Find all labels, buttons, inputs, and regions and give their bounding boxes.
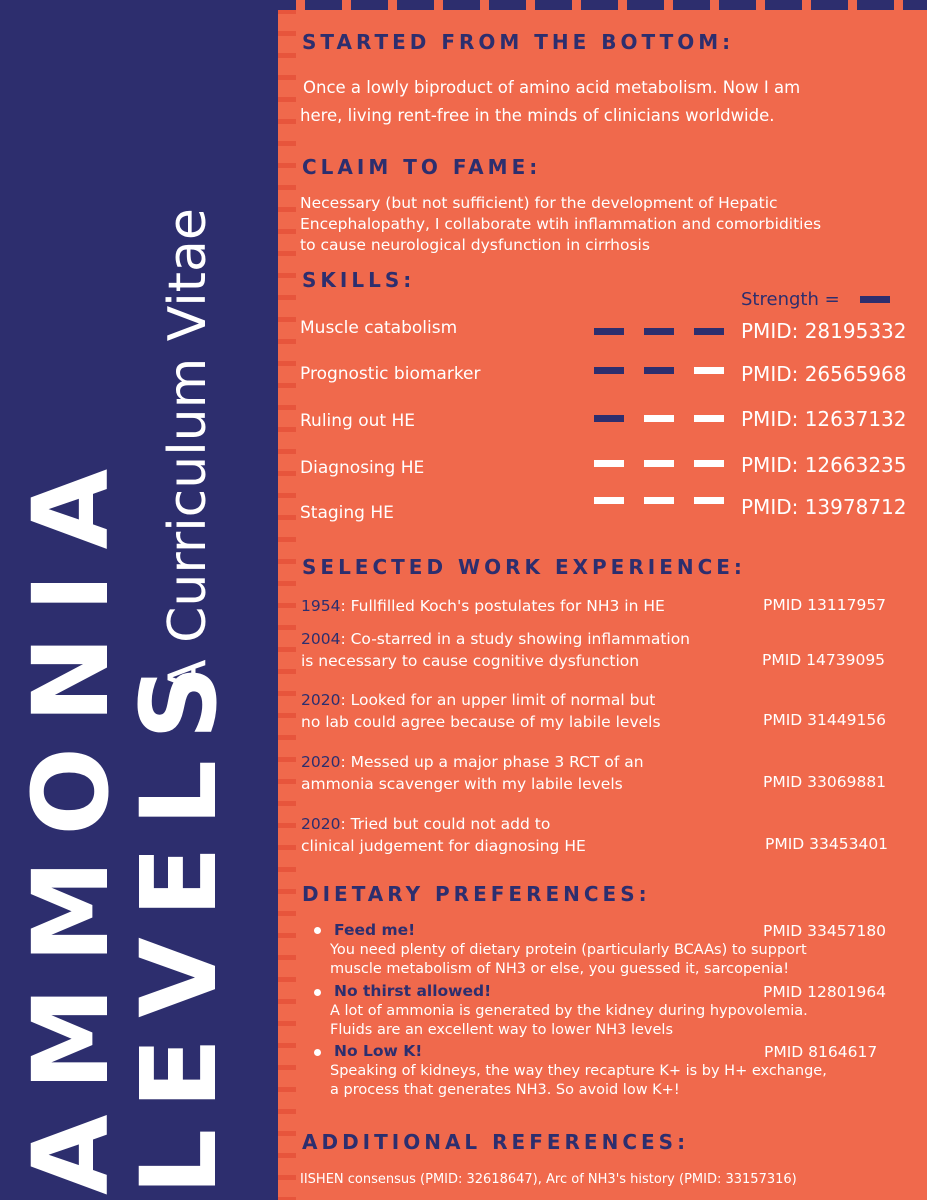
title-ammonia: AMMONIA bbox=[10, 444, 132, 1195]
work-year: 1954 bbox=[301, 597, 341, 615]
diet-text: Speaking of kidneys, the way they recapture K+ is by H+ exchange, bbox=[330, 1063, 827, 1079]
title-subtitle: A Curriculum Vitae bbox=[158, 208, 218, 695]
strength-dash-filled bbox=[694, 328, 724, 335]
work-text: : Fullfilled Koch's postulates for NH3 in HE bbox=[340, 597, 665, 615]
diet-title: Feed me! bbox=[334, 921, 416, 939]
work-text: no lab could agree because of my labile levels bbox=[301, 713, 661, 731]
work-text: is necessary to cause cognitive dysfunction bbox=[301, 652, 640, 670]
work-pmid: PMID 13117957 bbox=[763, 596, 887, 614]
vertical-title bbox=[0, 0, 270, 1200]
skill-pmid: PMID: 12663235 bbox=[741, 453, 907, 477]
strength-dash-empty bbox=[644, 415, 674, 422]
diet-text: Fluids are an excellent way to lower NH3 levels bbox=[330, 1022, 674, 1038]
skill-pmid: PMID: 12637132 bbox=[741, 407, 907, 431]
heading-refs: ADDITIONAL REFERENCES: bbox=[302, 1130, 690, 1154]
work-pmid: PMID 33453401 bbox=[765, 835, 889, 853]
work-text: : Looked for an upper limit of normal but bbox=[340, 691, 656, 709]
skill-name: Staging HE bbox=[300, 503, 394, 523]
strength-dash-empty bbox=[594, 460, 624, 467]
skill-pmid: PMID: 26565968 bbox=[741, 362, 907, 386]
work-item bbox=[301, 689, 661, 733]
claim-line-1: Necessary (but not sufficient) for the development of Hepatic bbox=[300, 194, 778, 212]
diet-body bbox=[330, 1062, 827, 1100]
strength-dash-filled bbox=[644, 367, 674, 374]
skill-strength bbox=[594, 497, 724, 504]
diet-text: A lot of ammonia is generated by the kidney during hypovolemia. bbox=[330, 1003, 808, 1019]
strength-dash-empty bbox=[644, 497, 674, 504]
work-pmid: PMID 31449156 bbox=[763, 711, 887, 729]
work-pmid: PMID 14739095 bbox=[762, 651, 886, 669]
skill-strength bbox=[594, 367, 724, 374]
bullet-icon bbox=[314, 1049, 321, 1056]
strength-dash-empty bbox=[694, 497, 724, 504]
skill-pmid: PMID: 28195332 bbox=[741, 319, 907, 343]
intro-line-2: here, living rent-free in the minds of clinicians worldwide. bbox=[300, 106, 775, 125]
panel-torn-edge bbox=[278, 0, 927, 10]
work-text: ammonia scavenger with my labile levels bbox=[301, 775, 623, 793]
diet-title: No thirst allowed! bbox=[334, 982, 492, 1000]
work-year: 2004 bbox=[301, 630, 341, 648]
title-levels: LEVELS bbox=[118, 644, 240, 1195]
skill-strength bbox=[594, 415, 724, 422]
skill-name: Diagnosing HE bbox=[300, 458, 425, 478]
diet-body bbox=[330, 941, 807, 979]
work-text: : Messed up a major phase 3 RCT of an bbox=[340, 753, 644, 771]
skill-strength bbox=[594, 460, 724, 467]
claim-line-3: to cause neurological dysfunction in cirrhosis bbox=[300, 236, 650, 254]
strength-dash-empty bbox=[694, 460, 724, 467]
diet-text: muscle metabolism of NH3 or else, you guessed it, sarcopenia! bbox=[330, 961, 790, 977]
strength-legend-dash bbox=[860, 296, 890, 303]
diet-title: No Low K! bbox=[334, 1042, 423, 1060]
vertical-title-rotated bbox=[0, 0, 270, 1200]
skill-name: Muscle catabolism bbox=[300, 318, 458, 338]
work-item bbox=[301, 628, 690, 672]
heading-diet: DIETARY PREFERENCES: bbox=[302, 882, 651, 906]
work-pmid: PMID 33069881 bbox=[763, 773, 887, 791]
skill-name: Ruling out HE bbox=[300, 411, 416, 431]
skill-name: Prognostic biomarker bbox=[300, 364, 481, 384]
work-item bbox=[301, 595, 665, 617]
skill-strength bbox=[594, 328, 724, 335]
bullet-icon bbox=[314, 927, 321, 934]
strength-dash-filled bbox=[644, 328, 674, 335]
work-item bbox=[301, 813, 586, 857]
strength-dash-filled bbox=[594, 367, 624, 374]
work-text: : Co-starred in a study showing inflammation bbox=[340, 630, 691, 648]
references-text: IISHEN consensus (PMID: 32618647), Arc of NH3's history (PMID: 33157316) bbox=[300, 1172, 797, 1187]
diet-pmid: PMID 12801964 bbox=[763, 983, 887, 1001]
bullet-icon bbox=[314, 989, 321, 996]
diet-text: a process that generates NH3. So avoid low K+! bbox=[330, 1082, 680, 1098]
heading-started: STARTED FROM THE BOTTOM: bbox=[302, 30, 735, 54]
diet-pmid: PMID 33457180 bbox=[763, 922, 887, 940]
claim-line-2: Encephalopathy, I collaborate wtih inflammation and comorbidities bbox=[300, 215, 822, 233]
heading-skills: SKILLS: bbox=[302, 268, 416, 292]
intro-line-1: Once a lowly biproduct of amino acid metabolism. Now I am bbox=[303, 78, 801, 97]
strength-dash-empty bbox=[644, 460, 674, 467]
diet-pmid: PMID 8164617 bbox=[764, 1043, 878, 1061]
diet-text: You need plenty of dietary protein (particularly BCAAs) to support bbox=[330, 942, 807, 958]
work-item bbox=[301, 751, 644, 795]
heading-claim: CLAIM TO FAME: bbox=[302, 155, 542, 179]
work-year: 2020 bbox=[301, 815, 341, 833]
strength-legend-label: Strength = bbox=[741, 289, 840, 310]
work-text: : Tried but could not add to bbox=[340, 815, 551, 833]
work-year: 2020 bbox=[301, 753, 341, 771]
heading-work: SELECTED WORK EXPERIENCE: bbox=[302, 555, 746, 579]
diet-body bbox=[330, 1002, 808, 1040]
strength-dash-filled bbox=[594, 328, 624, 335]
strength-dash-empty bbox=[594, 497, 624, 504]
strength-dash-filled bbox=[594, 415, 624, 422]
skill-pmid: PMID: 13978712 bbox=[741, 495, 907, 519]
work-year: 2020 bbox=[301, 691, 341, 709]
work-text: clinical judgement for diagnosing HE bbox=[301, 837, 586, 855]
strength-dash-empty bbox=[694, 367, 724, 374]
strength-dash-empty bbox=[694, 415, 724, 422]
